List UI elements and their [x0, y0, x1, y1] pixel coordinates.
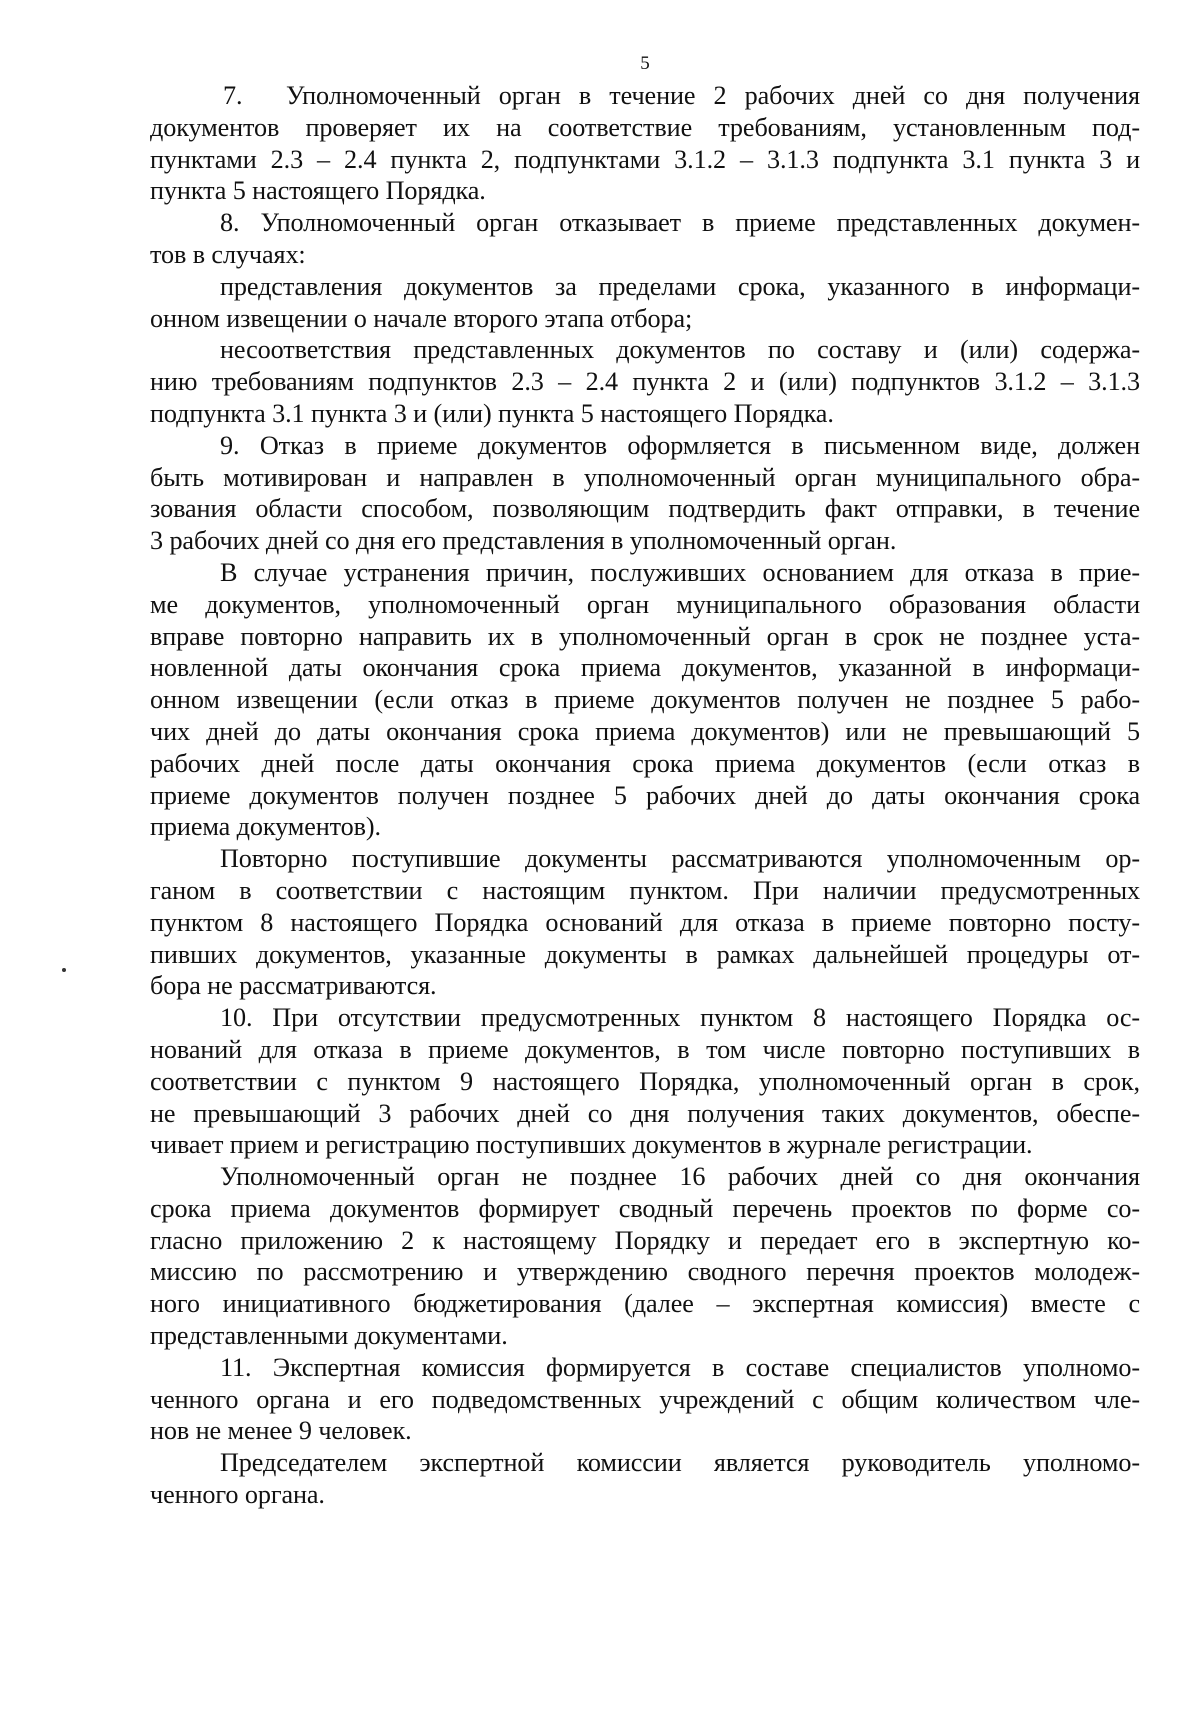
paragraph-line: нований для отказа в приеме документов, в том числе повторно поступивших в: [150, 1034, 1140, 1064]
paragraph-9: [150, 430, 1140, 557]
paragraph-line: срока приема документов формирует сводный перечень проектов по форме со-: [150, 1193, 1140, 1223]
paragraph-line: Уполномоченный орган не позднее 16 рабочих дней со дня окончания: [220, 1162, 1140, 1192]
paragraph-line: 11. Экспертная комиссия формируется в составе специалистов уполномо-: [220, 1352, 1140, 1382]
paragraph-11-chairman: [150, 1447, 1140, 1511]
paragraph-line: ченного органа и его подведомственных учреждений с общим количеством чле-: [150, 1384, 1140, 1414]
paragraph-line: 10. При отсутствии предусмотренных пунктом 8 настоящего Порядка ос-: [220, 1003, 1140, 1033]
paragraph-8: [150, 207, 1140, 271]
paragraph-line: документов проверяет их на соответствие требованиям, установленным под-: [150, 112, 1140, 142]
paragraph-line: Повторно поступившие документы рассматриваются уполномоченным ор-: [220, 844, 1140, 874]
paragraph-line: чих дней до даты окончания срока приема документов) или не превышающий 5: [150, 716, 1140, 746]
paragraph-line: пунктами 2.3 – 2.4 пункта 2, подпунктами 3.1.2 – 3.1.3 подпункта 3.1 пункта 3 и: [150, 144, 1140, 174]
paragraph-7: [150, 80, 1140, 207]
paragraph-line: нов не менее 9 человек.: [150, 1416, 412, 1446]
paragraph-line: 7. Уполномоченный орган в течение 2 рабочих дней со дня получения: [223, 81, 1140, 110]
paragraph-line: приеме документов получен позднее 5 рабочих дней до даты окончания срока: [150, 780, 1140, 810]
paragraph-line: гласно приложению 2 к настоящему Порядку и передает его в экспертную ко-: [150, 1225, 1140, 1255]
paragraph-line: ного инициативного бюджетирования (далее – экспертная комиссия) вместе с: [150, 1289, 1140, 1319]
paragraph-number: 7.: [223, 81, 243, 110]
scan-speck: [62, 968, 66, 972]
paragraph-line: бора не рассматриваются.: [150, 971, 437, 1001]
paragraph-line: зования области способом, позволяющим подтвердить факт отправки, в течение: [150, 494, 1140, 524]
paragraph-10: [150, 1002, 1140, 1161]
paragraph-line: 3 рабочих дней со дня его представления в уполномоченный орган.: [150, 526, 897, 556]
paragraph-line: рабочих дней после даты окончания срока приема документов (если отказ в: [150, 748, 1140, 778]
paragraph-line: новленной даты окончания срока приема документов, указанной в информаци-: [150, 653, 1140, 683]
paragraph-line: тов в случаях:: [150, 239, 306, 269]
paragraph-8-case-1: [150, 271, 1140, 335]
paragraph-line: В случае устранения причин, послуживших основанием для отказа в прие-: [220, 557, 1140, 587]
paragraph-line: не превышающий 3 рабочих дней со дня получения таких документов, обеспе-: [150, 1098, 1140, 1128]
paragraph-line: представленными документами.: [150, 1321, 508, 1351]
paragraph-line: представления документов за пределами срока, указанного в информаци-: [220, 271, 1140, 301]
paragraph-line: пункта 5 настоящего Порядка.: [150, 176, 486, 206]
paragraph-line: соответствии с пунктом 9 настоящего Порядка, уполномоченный орган в срок,: [150, 1066, 1140, 1096]
paragraph-line: подпункта 3.1 пункта 3 и (или) пункта 5 настоящего Порядка.: [150, 398, 834, 428]
paragraph-line: ганом в соответствии с настоящим пунктом. При наличии предусмотренных: [150, 875, 1140, 905]
paragraph-line: приема документов).: [150, 812, 381, 842]
paragraph-line: ме документов, уполномоченный орган муниципального образования области: [150, 589, 1140, 619]
paragraph-line: 8. Уполномоченный орган отказывает в приеме представленных докумен-: [220, 208, 1140, 238]
paragraph-line: пивших документов, указанные документы в рамках дальнейшей процедуры от-: [150, 939, 1140, 969]
paragraph-line: несоответствия представленных документов по составу и (или) содержа-: [220, 335, 1140, 365]
paragraph-line: чивает прием и регистрацию поступивших документов в журнале регистрации.: [150, 1130, 1033, 1160]
paragraph-line: онном извещении (если отказ в приеме документов получен не позднее 5 рабо-: [150, 685, 1140, 715]
document-page: [150, 52, 1140, 1511]
paragraph-line: Председателем экспертной комиссии является руководитель уполномо-: [220, 1448, 1140, 1478]
paragraph-line: онном извещении о начале второго этапа отбора;: [150, 303, 693, 333]
paragraph-line: быть мотивирован и направлен в уполномоченный орган муниципального обра-: [150, 462, 1140, 492]
paragraph-line: пунктом 8 настоящего Порядка оснований для отказа в приеме повторно посту-: [150, 907, 1140, 937]
paragraph-8-case-2: [150, 334, 1140, 429]
paragraph-line: ченного органа.: [150, 1480, 325, 1510]
paragraph-line: нию требованиям подпунктов 2.3 – 2.4 пункта 2 и (или) подпунктов 3.1.2 – 3.1.3: [150, 367, 1140, 397]
page-number: 5: [640, 53, 650, 74]
paragraph-10-summary-list: [150, 1161, 1140, 1352]
paragraph-9-repeat-review: [150, 843, 1140, 1002]
paragraph-line: миссию по рассмотрению и утверждению сводного перечня проектов молодеж-: [150, 1257, 1140, 1287]
paragraph-line: вправе повторно направить их в уполномоченный орган в срок не позднее уста-: [150, 621, 1140, 651]
paragraph-line: 9. Отказ в приеме документов оформляется в письменном виде, должен: [220, 430, 1140, 460]
paragraph-9-resubmission: [150, 557, 1140, 843]
paragraph-11: [150, 1352, 1140, 1447]
